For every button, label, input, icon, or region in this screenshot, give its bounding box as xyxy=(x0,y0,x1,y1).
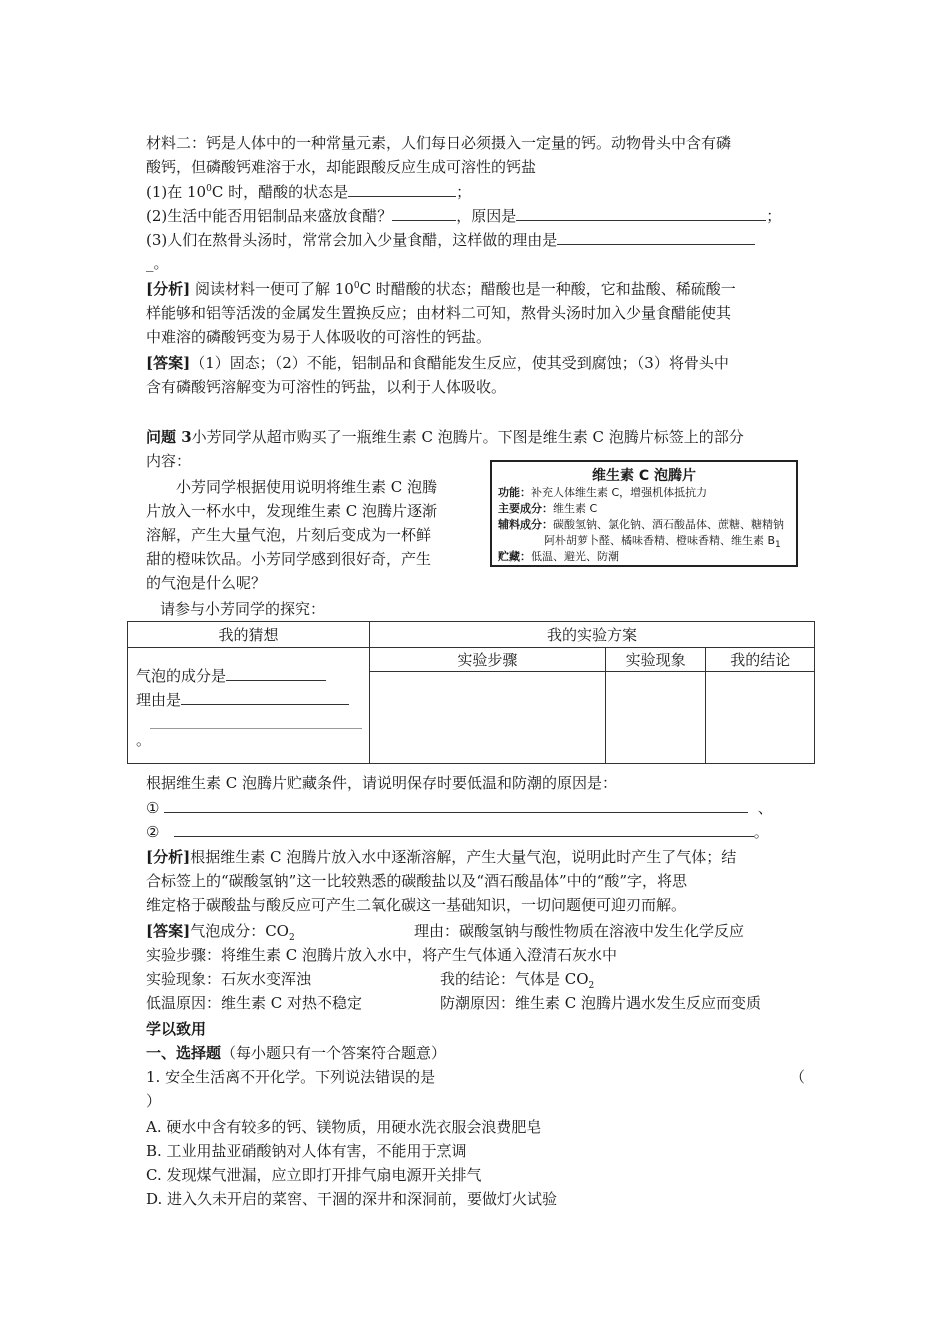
answer-blank[interactable] xyxy=(392,204,456,221)
paren-open: （ xyxy=(790,1068,806,1086)
question-3: (3)人们在熬骨头汤时，常常会加入少量食醋，这样做的理由是 xyxy=(146,228,755,251)
answer-blank[interactable] xyxy=(150,712,362,729)
option-d[interactable]: D. 进入久未开启的菜窖、干涸的深井和深洞前，要做灯火试验 xyxy=(146,1190,558,1208)
question-2: (2)生活中能否用铝制品来盛放食醋？ ，原因是 ； xyxy=(146,204,781,227)
analysis-1-line2: 样能够和铝等活泼的金属发生置换反应；由材料二可知，熬骨头汤时加入少量食醋能使其 xyxy=(146,304,732,322)
answer-blank[interactable] xyxy=(164,796,748,813)
answer-2-damp: 防潮原因：维生素 C 泡腾片遇水发生反应而变质 xyxy=(440,994,762,1012)
answer-blank[interactable] xyxy=(181,688,349,705)
header-phenomenon: 实验现象 xyxy=(605,648,706,672)
problem-3-invite: 请参与小芳同学的探究： xyxy=(160,600,326,618)
paren-close: ） xyxy=(146,1092,162,1110)
label-function: 功能：补充人体维生素 C，增强机体抵抗力 xyxy=(498,486,708,499)
question-3-end: _。 xyxy=(146,254,169,272)
answer-2-conclusion: 我的结论：气体是 $CO_2$ xyxy=(440,970,595,991)
apply-title: 学以致用 xyxy=(146,1020,207,1038)
problem-3-line2: 内容： xyxy=(146,452,192,470)
storage-reason-1: ① 、 xyxy=(146,796,773,819)
answer-1-line2: 含有磷酸钙溶解变为可溶性的钙盐，以利于人体吸收。 xyxy=(146,378,507,396)
option-a[interactable]: A. 硬水中含有较多的钙、镁物质，用硬水洗衣服会浪费肥皂 xyxy=(146,1118,542,1136)
option-c[interactable]: C. 发现煤气泄漏，应立即打开排气扇电源开关排气 xyxy=(146,1166,482,1184)
label-auxiliary: 辅料成分：碳酸氢钠、氯化钠、酒石酸晶体、蔗糖、糖精钠 xyxy=(498,518,784,531)
answer-2-low-temp: 低温原因：维生素 C 对热不稳定 xyxy=(146,994,363,1012)
phenomenon-cell[interactable] xyxy=(605,672,706,764)
product-label xyxy=(490,460,798,567)
analysis-2-line3: 维定格于碳酸盐与酸反应可产生二氧化碳这一基础知识，一切问题便可迎刃而解。 xyxy=(146,896,687,914)
material2-line2: 酸钙，但磷酸钙难溶于水，却能跟酸反应生成可溶性的钙盐 xyxy=(146,158,537,176)
header-guess: 我的猜想 xyxy=(128,622,370,648)
problem-3-line1: 问题 3小芳同学从超市购买了一瓶维生素 C 泡腾片。下图是维生素 C 泡腾片标签上的部分 xyxy=(146,428,744,446)
answer-2-reason: 理由：碳酸氢钠与酸性物质在溶液中发生化学反应 xyxy=(414,922,745,940)
problem-3-para-2: 片放入一杯水中，发现维生素 C 泡腾片逐渐 xyxy=(146,502,438,520)
answer-1-line1: [答案]（1）固态；（2）不能，铝制品和食醋能发生反应，使其受到腐蚀；（3）将骨头中 xyxy=(146,354,729,372)
problem-3-para-3: 溶解，产生大量气泡，片刻后变成为一杯鲜 xyxy=(146,526,432,544)
storage-reason-2: ② 。 xyxy=(146,820,769,843)
experiment-table xyxy=(127,621,815,764)
header-steps: 实验步骤 xyxy=(369,648,605,672)
answer-blank[interactable] xyxy=(557,228,755,245)
label-auxiliary-2: 阿朴胡萝卜醛、橘味香精、橙味香精、维生素 $B_1$ xyxy=(544,534,781,551)
answer-2-steps: 实验步骤：将维生素 C 泡腾片放入水中，将产生气体通入澄清石灰水中 xyxy=(146,946,618,964)
label-storage: 贮藏：低温、避光、防潮 xyxy=(498,550,619,563)
problem-3-para-1: 小芳同学根据使用说明将维生素 C 泡腾 xyxy=(176,478,438,496)
answer-blank[interactable] xyxy=(174,820,754,837)
label-main-ingredient: 主要成分：维生素 C xyxy=(498,502,598,515)
answer-2-phenomenon: 实验现象：石灰水变浑浊 xyxy=(146,970,312,988)
steps-cell[interactable] xyxy=(369,672,605,764)
option-b[interactable]: B. 工业用盐亚硝酸钠对人体有害，不能用于烹调 xyxy=(146,1142,467,1160)
analysis-2-line1: [分析]根据维生素 C 泡腾片放入水中逐渐溶解，产生大量气泡，说明此时产生了气体；结 xyxy=(146,848,737,866)
conclusion-cell[interactable] xyxy=(706,672,815,764)
guess-line-1: 气泡的成分是 xyxy=(136,664,369,688)
answer-2-gas: [答案]气泡成分：$CO_2$ xyxy=(146,922,295,943)
answer-blank[interactable] xyxy=(226,664,326,681)
problem-3-para-5: 的气泡是什么呢？ xyxy=(146,574,267,592)
header-plan: 我的实验方案 xyxy=(369,622,814,648)
analysis-2-line2: 合标签上的“碳酸氢钠”这一比较熟悉的碳酸盐以及“酒石酸晶体”中的“酸”字，将思 xyxy=(146,872,688,890)
question-1: (1)在 $10^0C$ 时，醋酸的状态是 ； xyxy=(146,180,471,203)
analysis-1-line3: 中难溶的磷酸钙变为易于人体吸收的可溶性的钙盐。 xyxy=(146,328,492,346)
storage-intro: 根据维生素 C 泡腾片贮藏条件，请说明保存时要低温和防潮的原因是： xyxy=(146,774,618,792)
problem-3-para-4: 甜的橙味饮品。小芳同学感到很好奇，产生 xyxy=(146,550,432,568)
header-conclusion: 我的结论 xyxy=(706,648,815,672)
label-title: 维生素 C 泡腾片 xyxy=(591,468,697,484)
material2-line1: 材料二：钙是人体中的一种常量元素，人们每日必须摄入一定量的钙。动物骨头中含有磷 xyxy=(146,134,732,152)
answer-blank[interactable] xyxy=(348,180,456,197)
section-heading: 一、选择题（每小题只有一个答案符合题意） xyxy=(146,1044,447,1062)
choice-question-1: 1. 安全生活离不开化学。下列说法错误的是 xyxy=(146,1068,436,1086)
answer-blank[interactable] xyxy=(516,204,766,221)
guess-cell[interactable]: 气泡的成分是 理由是 。 xyxy=(128,648,370,764)
analysis-1-line1: [分析] 阅读材料一便可了解 $10^0C$ 时醋酸的状态；醋酸也是一种酸，它和盐酸、稀硫酸一 xyxy=(146,280,736,298)
guess-line-2: 理由是 xyxy=(136,688,369,712)
